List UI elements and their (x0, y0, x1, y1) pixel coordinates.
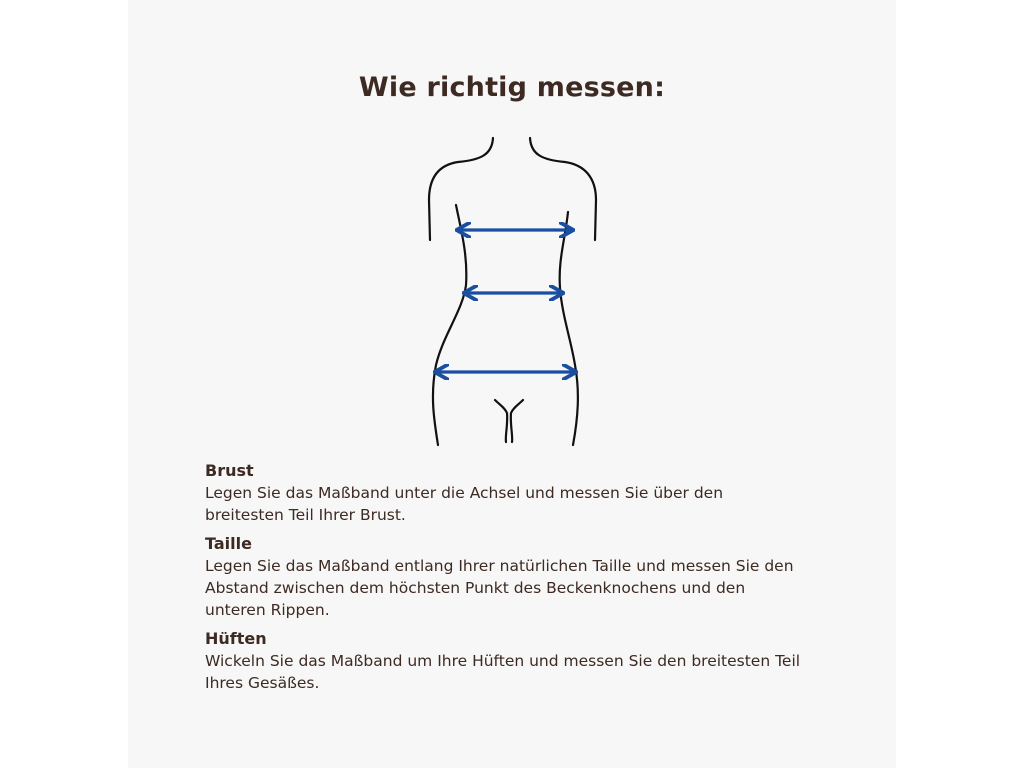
size-guide-card (128, 0, 896, 768)
page-title: Wie richtig messen: (358, 72, 666, 103)
right-torso-line (560, 212, 578, 445)
section-heading-chest: Brust (205, 461, 254, 480)
section-text-chest: Legen Sie das Maßband unter die Achsel und messen Sie über den breitesten Teil Ihrer Brust. (205, 484, 724, 524)
inner-legs-line (495, 400, 523, 442)
measurement-instructions (205, 460, 805, 701)
section-text-hips: Wickeln Sie das Maßband um Ihre Hüften und messen Sie den breitesten Teil Ihres Gesäßes. (205, 652, 801, 692)
left-torso-line (433, 205, 466, 445)
body-outline-illustration (128, 0, 896, 460)
section-text-waist: Legen Sie das Maßband entlang Ihrer natürlichen Taille und messen Sie den Abstand zwischen dem höchsten Punkt des Beckenknochens und den unteren Rippen. (205, 557, 794, 619)
body-measurement-diagram (128, 0, 896, 460)
instruction-chest (205, 460, 805, 526)
section-heading-hips: Hüften (205, 629, 267, 648)
section-heading-waist: Taille (205, 534, 252, 553)
instruction-hips (205, 628, 805, 694)
instruction-waist (205, 533, 805, 621)
right-shoulder-line (530, 138, 596, 240)
